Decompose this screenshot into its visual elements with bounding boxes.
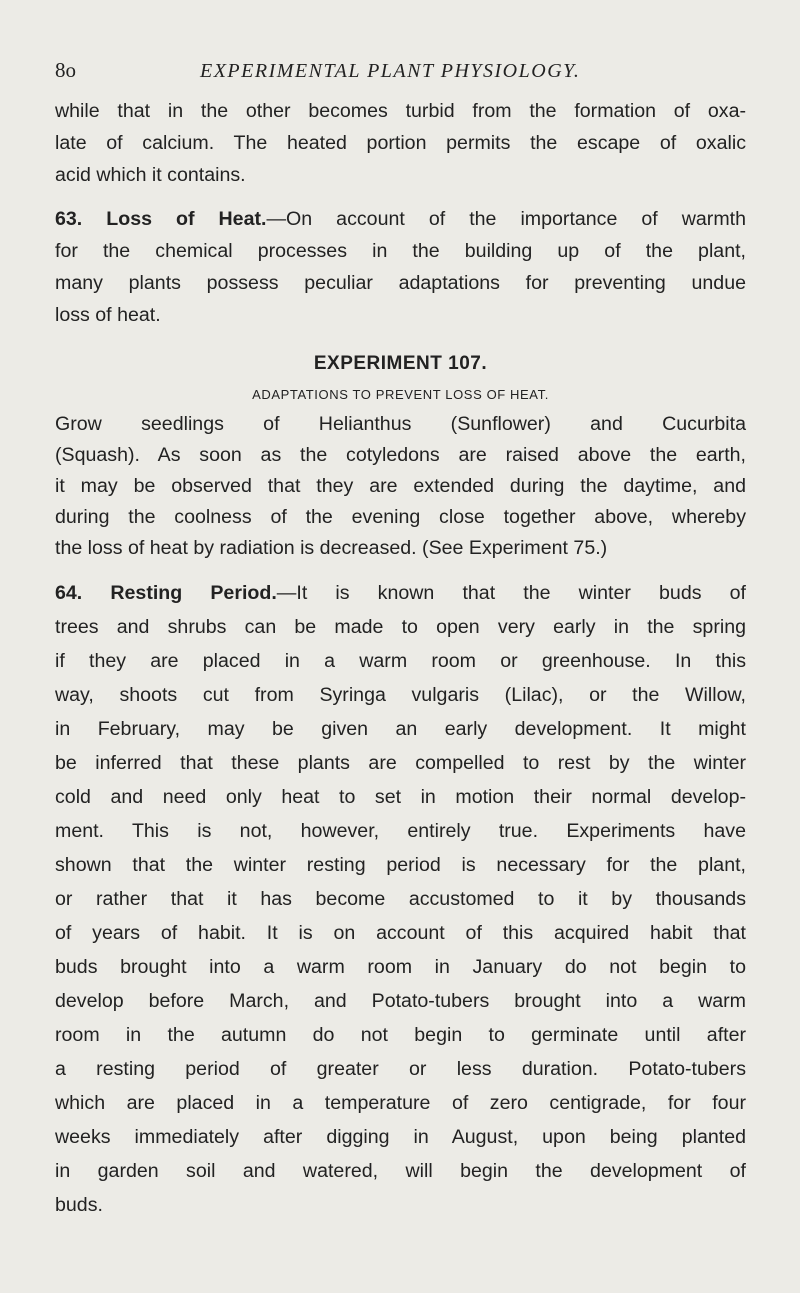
text-line: buds. xyxy=(55,1194,103,1216)
text-line: while that in the other becomes turbid from the formation of oxa- xyxy=(55,100,746,122)
text-line: be inferred that these plants are compelled to rest by the winter xyxy=(55,752,746,774)
text-line: many plants possess peculiar adaptations for preventing undue xyxy=(55,272,746,294)
text-line: the loss of heat by radiation is decreased. (See Experiment 75.) xyxy=(55,537,608,559)
page-number: 8o xyxy=(55,58,76,82)
text-line: (Squash). As soon as the cotyledons are raised above the earth, xyxy=(55,444,746,466)
text-line: ment. This is not, however, entirely true. Experiments have xyxy=(55,820,746,842)
section-text: —It is known that the winter buds of xyxy=(276,582,746,604)
text-line: for the chemical processes in the building up of the plant, xyxy=(55,240,746,262)
text-line: cold and need only heat to set in motion their normal develop- xyxy=(55,786,746,808)
text-line: in February, may be given an early development. It might xyxy=(55,718,746,740)
text-line: weeks immediately after digging in August, upon being planted xyxy=(55,1126,746,1148)
text-line: loss of heat. xyxy=(55,304,161,326)
running-header xyxy=(55,58,745,88)
text-line: of years of habit. It is on account of this acquired habit that xyxy=(55,922,746,944)
text-line: buds brought into a warm room in January do not begin to xyxy=(55,956,746,978)
text-line: in garden soil and watered, will begin the development of xyxy=(55,1160,746,1182)
text-line: late of calcium. The heated portion permits the escape of oxalic xyxy=(55,132,746,154)
running-title: EXPERIMENTAL PLANT PHYSIOLOGY. xyxy=(200,60,581,82)
text-line: or rather that it has become accustomed to it by thousands xyxy=(55,888,746,910)
experiment-subheading: ADAPTATIONS TO PREVENT LOSS OF HEAT. xyxy=(252,387,549,402)
page-body xyxy=(55,95,746,1222)
text-line: it may be observed that they are extended during the daytime, and xyxy=(55,475,746,497)
experiment-107 xyxy=(55,347,746,564)
section-64 xyxy=(55,576,746,1222)
text-line: which are placed in a temperature of zero centigrade, for four xyxy=(55,1092,746,1114)
text-line: Grow seedlings of Helianthus (Sunflower) and Cucurbita xyxy=(55,413,746,435)
text-line: trees and shrubs can be made to open very early in the spring xyxy=(55,616,746,638)
text-line xyxy=(55,576,746,610)
text-line: develop before March, and Potato-tubers brought into a warm xyxy=(55,990,746,1012)
section-heading: 64. Resting Period. xyxy=(55,582,277,604)
continued-paragraph xyxy=(55,95,746,191)
experiment-heading: EXPERIMENT 107. xyxy=(313,353,488,374)
section-63 xyxy=(55,203,746,331)
text-line: shown that the winter resting period is necessary for the plant, xyxy=(55,854,746,876)
text-line: way, shoots cut from Syringa vulgaris (Lilac), or the Willow, xyxy=(55,684,746,706)
text-line: acid which it contains. xyxy=(55,164,246,186)
text-line: during the coolness of the evening close together above, whereby xyxy=(55,506,746,528)
text-line xyxy=(55,203,746,235)
text-line: a resting period of greater or less duration. Potato-tubers xyxy=(55,1058,746,1080)
section-text: —On account of the importance of warmth xyxy=(266,208,746,230)
text-line: room in the autumn do not begin to germinate until after xyxy=(55,1024,746,1046)
section-heading: 63. Loss of Heat. xyxy=(55,208,267,230)
text-line: if they are placed in a warm room or greenhouse. In this xyxy=(55,650,746,672)
